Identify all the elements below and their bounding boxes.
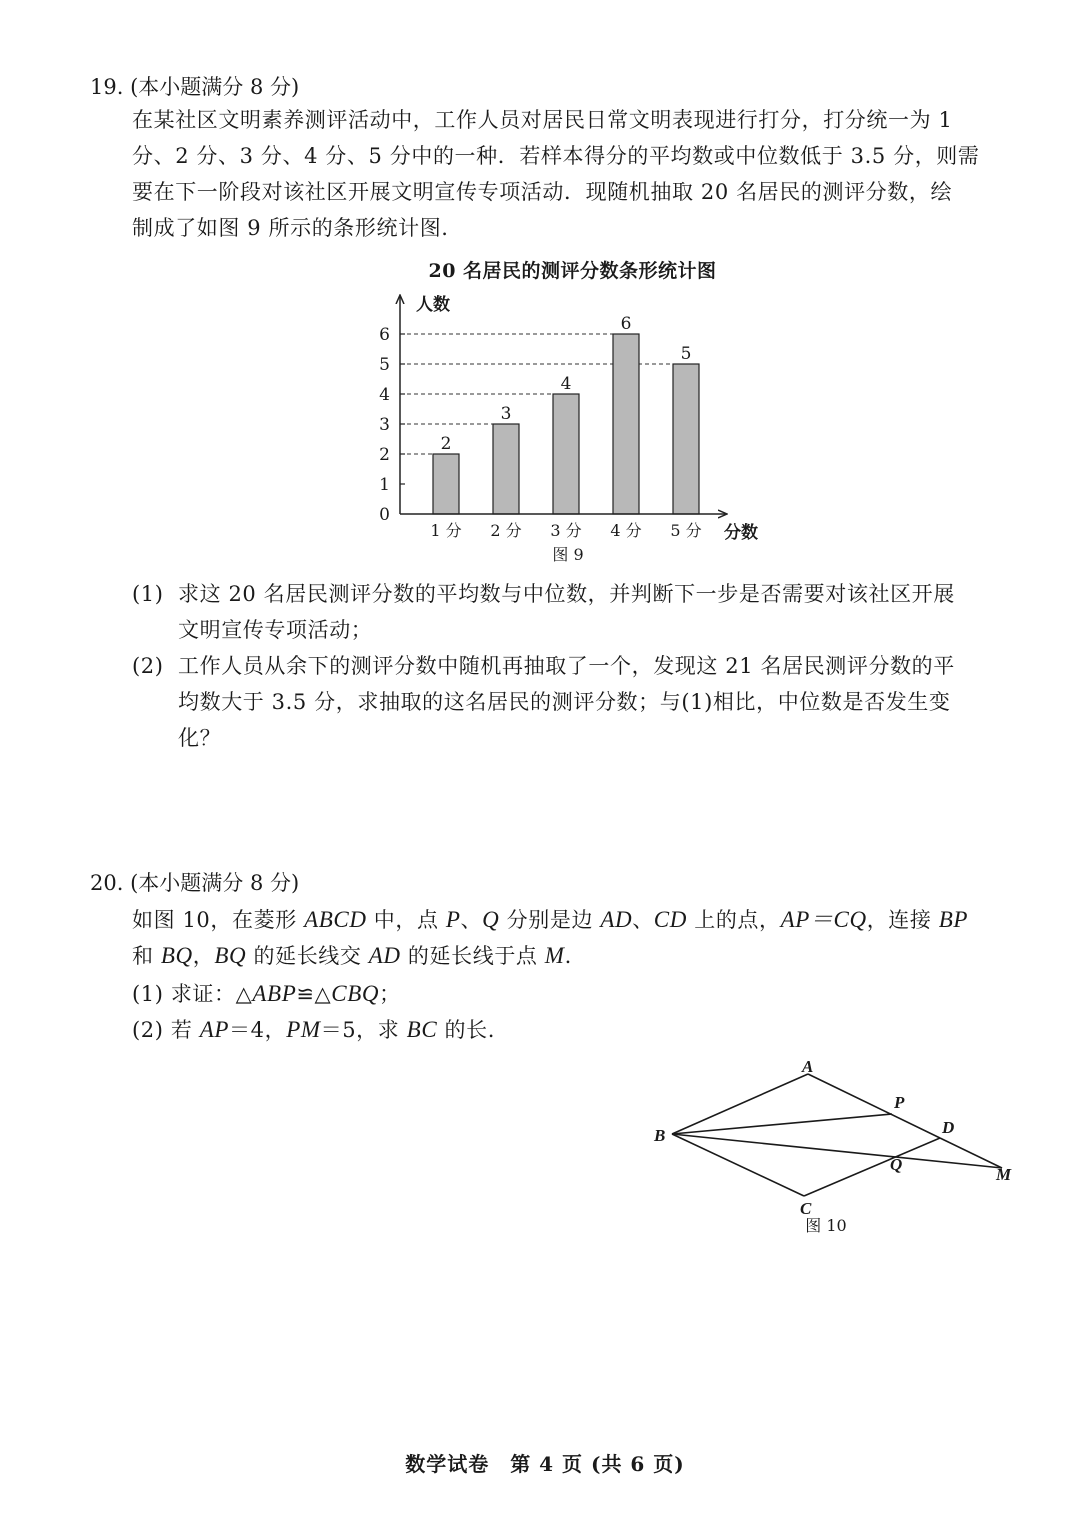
q19-sub2-line: 化？ [178, 726, 222, 750]
x-tick-label: 2 分 [490, 521, 522, 540]
q19-intro-line: 要在下一阶段对该社区开展文明宣传专项活动．现随机抽取 20 名居民的测评分数，绘 [132, 180, 953, 204]
bar [493, 424, 519, 514]
q19-intro-line: 制成了如图 9 所示的条形统计图. [132, 216, 449, 240]
x-tick-label: 5 分 [670, 521, 702, 540]
q20-sub1-number: (1) [132, 982, 164, 1006]
bar-chart-figure-9 [360, 284, 780, 574]
x-tick-label: 3 分 [550, 521, 582, 540]
q20-math: AD [600, 907, 633, 932]
bar-value-label: 2 [440, 434, 452, 454]
x-tick-label: 1 分 [430, 521, 462, 540]
q19-sub1-line: 文明宣传专项活动； [178, 618, 373, 642]
segment-ad [808, 1074, 940, 1138]
label-d: D [942, 1118, 955, 1137]
q20-math: CD [653, 907, 687, 932]
q20-math: BP [938, 907, 969, 932]
q20-math: BC [406, 1017, 438, 1042]
geometry-figure-10 [640, 1048, 1030, 1238]
y-tick-label: 0 [379, 505, 390, 525]
q20-text: ，连接 [866, 908, 939, 932]
figure-9-caption: 图 9 [552, 545, 584, 564]
q20-text: 、 [632, 908, 654, 932]
q20-sub1 [132, 976, 401, 1012]
bar [613, 334, 639, 514]
bar-value-label: 6 [620, 314, 632, 334]
q20-text: ＝5，求 [320, 1018, 407, 1042]
q20-sub1-line [132, 976, 401, 1012]
y-tick-label: 4 [379, 385, 390, 405]
bar [673, 364, 699, 514]
q19-intro-line: 分、2 分、3 分、4 分、5 分中的一种．若样本得分的平均数或中位数低于 3.5 分，则需 [132, 144, 980, 168]
q20-stem-line-1 [132, 902, 968, 938]
q20-math: BQ [160, 943, 193, 968]
q20-text: 的延长线交 [246, 944, 369, 968]
bar-value-label: 3 [500, 404, 512, 424]
q20-sub2-line [132, 1012, 495, 1048]
q19-intro-line: 在某社区文明素养测评活动中，工作人员对居民日常文明表现进行打分，打分统一为 1 [132, 108, 953, 132]
q20-math: AP [199, 1017, 230, 1042]
q20-text: 的长. [437, 1018, 496, 1042]
chart-title: 20 名居民的测评分数条形统计图 [428, 260, 717, 282]
figure-10-caption: 图 10 [805, 1216, 847, 1235]
q19-sub2-line: 工作人员从余下的测评分数中随机再抽取了一个，发现这 21 名居民测评分数的平 [178, 654, 955, 678]
q20-text: . [564, 944, 572, 968]
q20-text: 若 [170, 1018, 200, 1042]
segment-dm-extension [940, 1138, 1002, 1168]
q20-text: 分别是边 [499, 908, 601, 932]
q20-sub2-number: (2) [132, 1018, 164, 1042]
q20-text: 、 [460, 908, 483, 932]
q19-sub1-line: 求这 20 名居民测评分数的平均数与中位数，并判断下一步是否需要对该社区开展 [178, 582, 955, 606]
q20-math: M [544, 943, 565, 968]
q20-text: 和 [132, 944, 161, 968]
q20-text: ， [192, 944, 215, 968]
segment-bm [672, 1134, 1002, 1168]
y-tick-label: 1 [379, 475, 390, 495]
q20-stem [132, 902, 968, 974]
y-tick-label: 2 [379, 445, 390, 465]
page-footer: 数学试卷 第 4 页 (共 6 页) [405, 1452, 685, 1476]
bar-value-label: 4 [560, 374, 572, 394]
q20-text: 的延长线于点 [400, 944, 545, 968]
y-axis-label: 人数 [416, 295, 450, 315]
bar [433, 454, 459, 514]
q20-sub2 [132, 1012, 495, 1048]
q20-text: ≌△ [296, 982, 332, 1006]
y-tick-label: 3 [379, 415, 390, 435]
q19-sub2-number: (2) [132, 654, 164, 678]
q20-math: ABP [252, 981, 297, 1006]
q20-header: 20. (本小题满分 8 分) [90, 871, 300, 895]
q19-intro [132, 102, 980, 246]
q20-math: ABCD [304, 907, 367, 932]
segment-ab [672, 1074, 808, 1134]
q20-math: AD [368, 943, 401, 968]
q20-math: Q [482, 907, 500, 932]
bar [553, 394, 579, 514]
x-axis-label: 分数 [724, 523, 758, 543]
q20-math: AP＝CQ [780, 907, 867, 932]
q19-sub1-number: (1) [132, 582, 164, 606]
q20-math: PM [286, 1017, 321, 1042]
q20-text: ； [379, 982, 401, 1006]
q20-math: CBQ [331, 981, 380, 1006]
q20-stem-line-2 [132, 938, 968, 974]
q19-header: 19. (本小题满分 8 分) [90, 75, 300, 99]
segment-cd [804, 1138, 940, 1196]
label-b: B [654, 1126, 666, 1145]
segment-bc [672, 1134, 804, 1196]
q19-sub2-line: 均数大于 3.5 分，求抽取的这名居民的测评分数；与(1)相比，中位数是否发生变 [178, 690, 951, 714]
q20-text: ＝4， [229, 1018, 287, 1042]
q20-text: 中，点 [366, 908, 446, 932]
q20-math: P [445, 907, 461, 932]
label-c: C [800, 1199, 812, 1218]
y-tick-label: 6 [379, 325, 390, 345]
label-q: Q [890, 1155, 903, 1174]
label-m: M [996, 1165, 1012, 1184]
q20-text: 如图 10，在菱形 [132, 908, 305, 932]
q20-text: 上的点， [686, 908, 781, 932]
y-tick-label: 5 [379, 355, 390, 375]
q20-text: 求证：△ [170, 982, 253, 1006]
label-p: P [894, 1093, 905, 1112]
segment-bp [672, 1114, 892, 1134]
q20-math: BQ [214, 943, 247, 968]
label-a: A [802, 1057, 814, 1076]
x-tick-label: 4 分 [610, 521, 642, 540]
bar-value-label: 5 [680, 344, 692, 364]
